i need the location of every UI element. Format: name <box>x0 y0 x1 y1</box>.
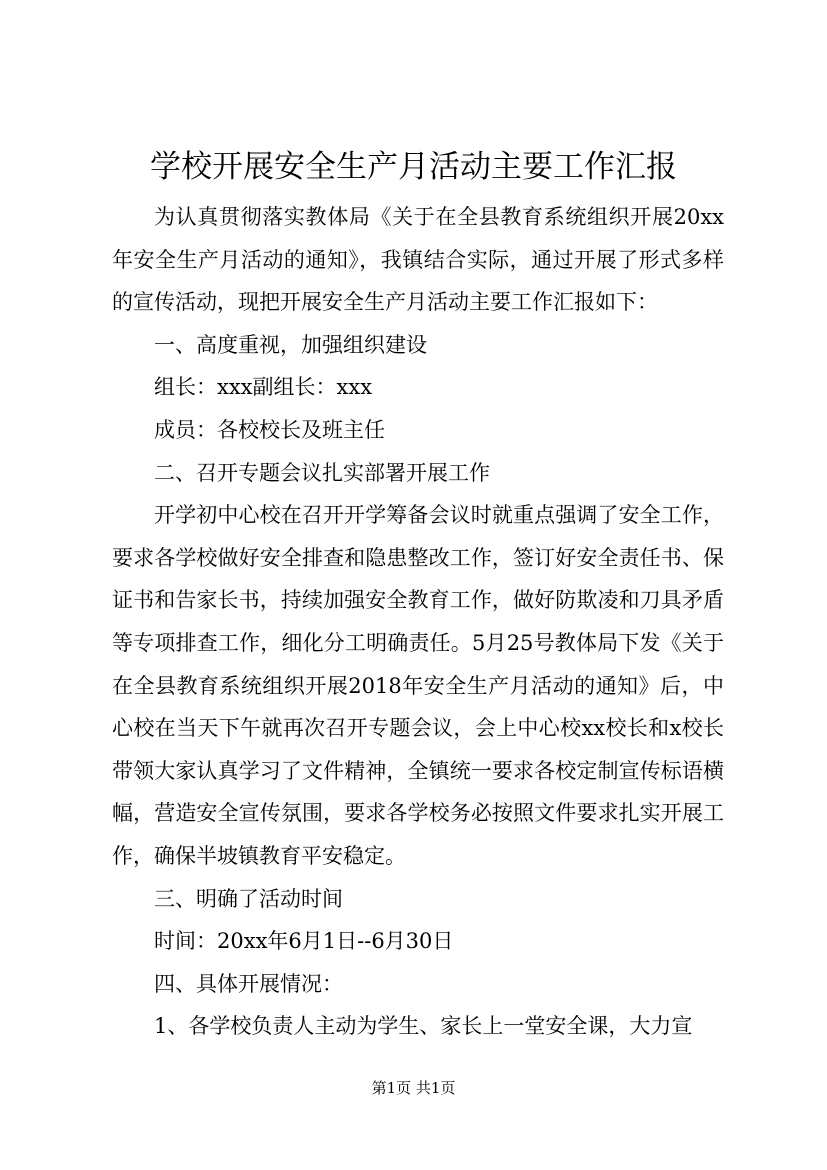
time-line: 时间：20xx年6月1日--6月30日 <box>154 929 454 954</box>
document-body <box>112 196 724 1048</box>
page-footer: 第1页 共1页 <box>371 1079 456 1097</box>
intro-paragraph: 为认真贯彻落实教体局《关于在全县教育系统组织开展20xx年安全生产月活动的通知》，我镇结合实际，通过开展了形式多样的宣传活动，现把开展安全生产月活动主要工作汇报如下： <box>112 205 724 315</box>
activity-paragraph: 1、各学校负责人主动为学生、家长上一堂安全课，大力宣 <box>154 1014 693 1039</box>
section-heading-4: 四、具体开展情况： <box>154 971 343 996</box>
section-heading-3: 三、明确了活动时间 <box>154 886 343 911</box>
meeting-paragraph: 开学初中心校在召开开学筹备会议时就重点强调了安全工作，要求各学校做好安全排查和隐患整改工作，签订好安全责任书、保证书和告家长书，持续加强安全教育工作，做好防欺凌和刀具矛盾等专项排查工作，细化分工明确责任。5月25号教体局下发《关于在全县教育系统组织开展2018年安全生产月活动的通知》后，中心校在当天下午就再次召开专题会议，会上中心校xx校长和x校长带领大家认真学习了文件精神，全镇统一要求各校定制宣传标语横幅，营造安全宣传氛围，要求各学校务必按照文件要求扎实开展工作，确保半坡镇教育平安稳定。 <box>112 503 724 868</box>
section-heading-2: 二、召开专题会议扎实部署开展工作 <box>154 460 490 485</box>
leader-line: 组长：xxx副组长：xxx <box>154 375 373 400</box>
members-line: 成员：各校校长及班主任 <box>154 417 385 442</box>
section-heading-1: 一、高度重视，加强组织建设 <box>154 332 427 357</box>
document-title: 学校开展安全生产月活动主要工作汇报 <box>150 149 677 185</box>
